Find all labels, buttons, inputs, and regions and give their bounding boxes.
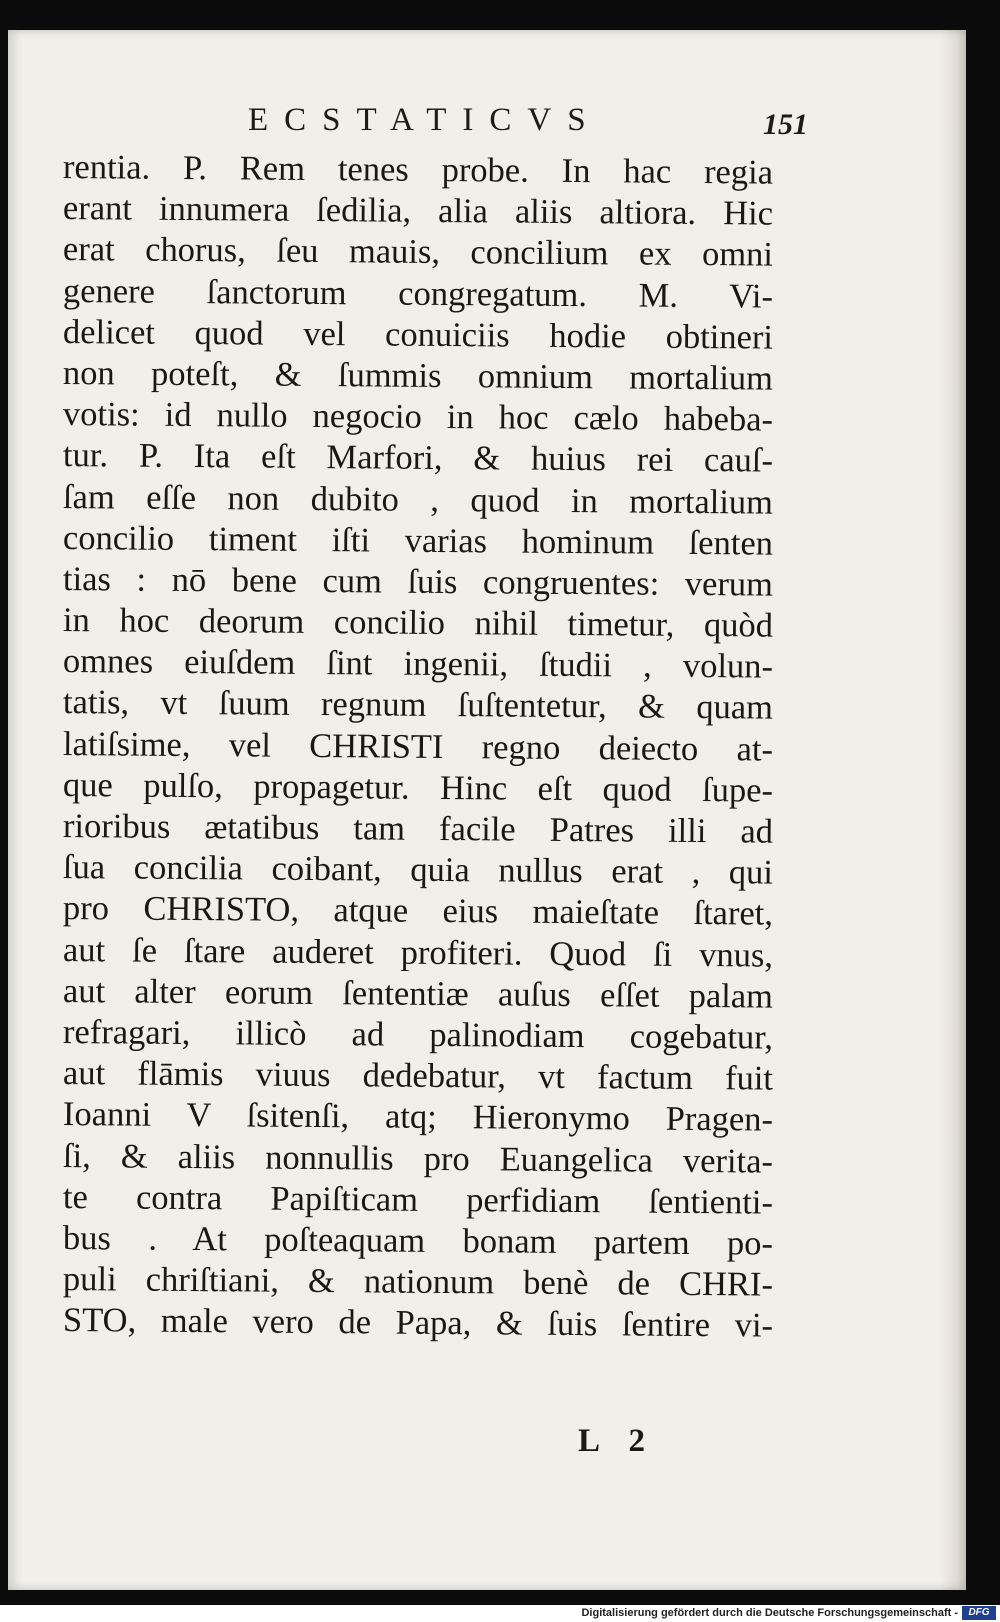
text-line: tias : nō bene cum ſuis congruentes: verum bbox=[62, 559, 774, 604]
text-line: ſi, & aliis nonnullis pro Euangelica verita- bbox=[62, 1136, 774, 1181]
text-line: bus . At poſteaquam bonam partem po- bbox=[62, 1218, 774, 1263]
text-line: te contra Papiſticam perfidiam ſentienti- bbox=[62, 1177, 774, 1222]
text-line: latiſsime, vel CHRISTI regno deiecto at- bbox=[62, 724, 774, 769]
footer-credit: Digitalisierung gefördert durch die Deutsche Forschungsgemeinschaft - bbox=[581, 1607, 958, 1619]
text-line: concilio timent iſti varias hominum ſenten bbox=[62, 518, 774, 563]
book-page bbox=[8, 30, 966, 1590]
text-line: rioribus ætatibus tam facile Patres illi ad bbox=[62, 807, 774, 851]
text-line: puli chriſtiani, & nationum benè de CHRI- bbox=[62, 1260, 774, 1304]
text-line: Ioanni V ſsitenſi, atq; Hieronymo Pragen- bbox=[62, 1095, 774, 1139]
text-line: erant innumera ſedilia, alia aliis altiora. Hic bbox=[62, 189, 774, 233]
text-line: non poteſt, & ſummis omnium mortalium bbox=[62, 353, 774, 398]
text-line: aut ſe ſtare auderet profiteri. Quod ſi vnus, bbox=[62, 930, 774, 975]
text-line: refragari, illicò ad palinodiam cogebatur, bbox=[62, 1012, 774, 1057]
text-line: tatis, vt ſuum regnum ſuſtentetur, & quam bbox=[62, 683, 774, 728]
running-head bbox=[8, 102, 966, 142]
text-line: aut alter eorum ſententiæ auſus eſſet palam bbox=[62, 971, 774, 1016]
footer-bar bbox=[0, 1605, 1000, 1622]
page-number: 151 bbox=[763, 108, 808, 141]
text-line: ſua concilia coibant, quia nullus erat , qui bbox=[62, 848, 774, 892]
text-line: omnes eiuſdem ſint ingenii, ſtudii , volun- bbox=[62, 642, 774, 686]
body-text bbox=[62, 147, 774, 1345]
text-line: votis: id nullo negocio in hoc cælo habeba- bbox=[62, 395, 774, 439]
text-line: in hoc deorum concilio nihil timetur, quòd bbox=[62, 601, 774, 645]
text-line: pro CHRISTO, atque eius maieſtate ſtaret, bbox=[62, 889, 774, 933]
running-title: ECSTATICVS bbox=[248, 102, 602, 138]
text-line: genere ſanctorum congregatum. M. Vi- bbox=[62, 271, 774, 316]
text-line: STO, male vero de Papa, & ſuis ſentire vi- bbox=[62, 1301, 774, 1345]
text-line: aut flāmis viuus dedebatur, vt factum fuit bbox=[62, 1054, 774, 1098]
text-line: erat chorus, ſeu mauis, concilium ex omni bbox=[62, 230, 774, 274]
text-line: rentia. P. Rem tenes probe. In hac regia bbox=[62, 148, 774, 192]
dfg-logo: DFG bbox=[962, 1606, 996, 1620]
text-line: delicet quod vel conuiciis hodie obtineri bbox=[62, 312, 774, 357]
text-line: que pulſo, propagetur. Hinc eſt quod ſupe- bbox=[62, 765, 774, 810]
text-line: ſam eſſe non dubito , quod in mortalium bbox=[62, 477, 774, 522]
signature-mark: L 2 bbox=[578, 1423, 645, 1459]
text-line: tur. P. Ita eſt Marfori, & huius rei cauſ- bbox=[62, 436, 774, 480]
